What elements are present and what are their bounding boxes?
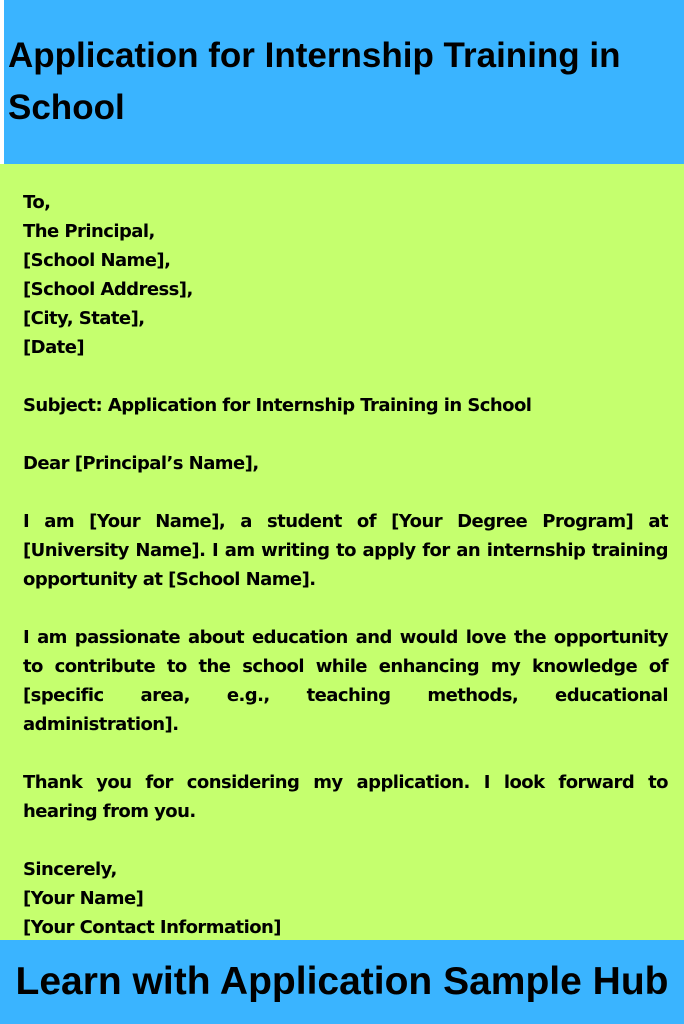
recipient-school-name: [School Name], [23,250,171,271]
letter-paragraph-intro: I am [Your Name], a student of [Your Degree Program] at [University Name]. I am writing to apply for an internship training opportunity at [School Name]. [23,511,668,590]
letter-content [23,188,668,942]
recipient-school-address: [School Address], [23,279,193,300]
letter-salutation: Dear [Principal’s Name], [23,453,259,474]
header-banner [0,0,684,164]
recipient-city-state: [City, State], [23,308,145,329]
letter-paragraph-motivation: I am passionate about education and would love the opportunity to contribute to the school while enhancing my knowledge of [specific area, e.g., teaching methods, educational administration]. [23,627,668,735]
header-panel [4,0,684,164]
footer-text: Learn with Application Sample Hub [15,960,669,1003]
letter-subject: Subject: Application for Internship Training in School [23,395,532,416]
letter-body [0,164,684,940]
letter-sender-contact: [Your Contact Information] [23,917,281,938]
recipient-title: The Principal, [23,221,155,242]
letter-paragraph-thanks: Thank you for considering my application. I look forward to hearing from you. [23,772,668,822]
letter-sign-off: Sincerely, [23,859,117,880]
footer-banner [0,940,684,1024]
recipient-to: To, [23,192,51,213]
letter-date: [Date] [23,337,85,358]
page-title: Application for Internship Training in School [8,36,621,127]
letter-sender-name: [Your Name] [23,888,144,909]
